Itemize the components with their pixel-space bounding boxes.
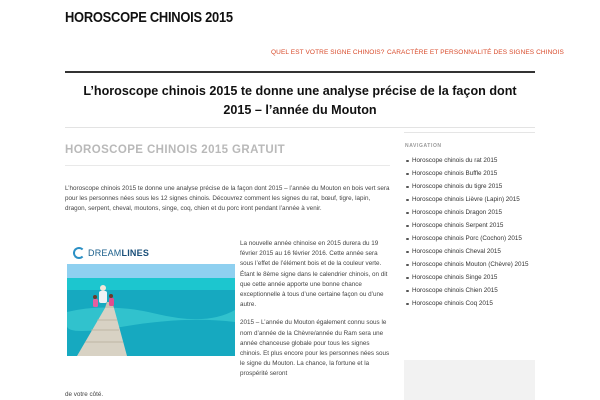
sidebar-link[interactable]: Horoscope chinois Chien 2015 [412,287,498,294]
sidebar-link[interactable]: Horoscope chinois Serpent 2015 [412,222,504,229]
page-headline: L’horoscope chinois 2015 te donne une analyse précise de la façon dont 2015 – l’année du Mouton [83,84,517,117]
sidebar-item-porc[interactable] [405,234,540,244]
sidebar-item-chien[interactable] [405,286,540,296]
sidebar-item-serpent[interactable] [405,221,540,231]
sidebar-link[interactable]: Horoscope chinois du rat 2015 [412,157,498,164]
nav-item-caractere-personnalite[interactable]: CARACTÈRE ET PERSONNALITÉ DES SIGNES CHINOIS [387,49,564,56]
sidebar-divider [404,132,535,133]
sidebar-link[interactable]: Horoscope chinois Singe 2015 [412,274,498,281]
advertisement-banner[interactable] [67,242,235,356]
sidebar-item-mouton[interactable] [405,260,540,270]
sidebar-link[interactable]: Horoscope chinois du tigre 2015 [412,183,503,190]
beach-pier-image [67,242,235,356]
ad-brand-name: DREAMLINES [88,248,150,258]
entry-paragraph: 2015 – L’année du Mouton également connu sous le nom d’année de la Chèvre/année du Ram sera une année chanceuse globale pour tous les signes chinois. Et plus encore pour les personnes nées sous le signe du Mouton. La chance, la fortune et la prospérité seront [240,319,390,378]
entry-title-divider [65,165,390,166]
sidebar-item-buffle[interactable] [405,169,540,179]
sidebar-link[interactable]: Horoscope chinois Dragon 2015 [412,209,502,216]
sidebar-item-cheval[interactable] [405,247,540,257]
sidebar-item-rat[interactable] [405,156,540,166]
nav-item-quel-est-votre-signe[interactable]: QUEL EST VOTRE SIGNE CHINOIS? [271,49,385,56]
sidebar-item-lievre[interactable] [405,195,540,205]
sidebar-item-dragon[interactable] [405,208,540,218]
sidebar-item-coq[interactable] [405,299,540,309]
sidebar-link[interactable]: Horoscope chinois Coq 2015 [412,300,493,307]
sidebar-link[interactable]: Horoscope chinois Porc (Cochon) 2015 [412,235,522,242]
sidebar-widget-title: NAVIGATION [405,143,442,149]
sidebar-item-tigre[interactable] [405,182,540,192]
sidebar-ad-placeholder [404,360,535,400]
entry-title[interactable]: HOROSCOPE CHINOIS 2015 GRATUIT [65,144,286,156]
entry-intro: L’horoscope chinois 2015 te donne une analyse précise de la façon dont 2015 – l’année du Mouton en bois vert sera pour les personnes nées sous les 12 signes chinois. Découvrez comment les signes du rat, bœuf, tigre, lapin, dragon, serpent, cheval, moutons, singe, coq, chien et du porc iront pendant l’année à venir. [65,185,390,213]
sidebar-item-singe[interactable] [405,273,540,283]
sidebar-link[interactable]: Horoscope chinois Cheval 2015 [412,248,501,255]
sidebar-link[interactable]: Horoscope chinois Lièvre (Lapin) 2015 [412,196,520,203]
site-title[interactable]: HOROSCOPE CHINOIS 2015 [65,9,233,26]
headline-divider [65,127,535,128]
header-divider [65,71,535,73]
entry-paragraph-tail: de votre côté. [65,391,104,398]
sidebar-link[interactable]: Horoscope chinois Mouton (Chèvre) 2015 [412,261,529,268]
sidebar-link[interactable]: Horoscope chinois Buffle 2015 [412,170,498,177]
sidebar-navigation-list [405,156,540,312]
entry-body [240,239,390,388]
entry-paragraph: La nouvelle année chinoise en 2015 durera du 19 février 2015 au 16 février 2016. Cette année sera sous l’effet de l’élément bois et de la couleur verte. Étant le 8ème signe dans le calendrier chinois, on dit que cette année apporte une bonne chance exceptionnelle à tous d’une certaine façon ou d’une autre. [240,240,388,309]
